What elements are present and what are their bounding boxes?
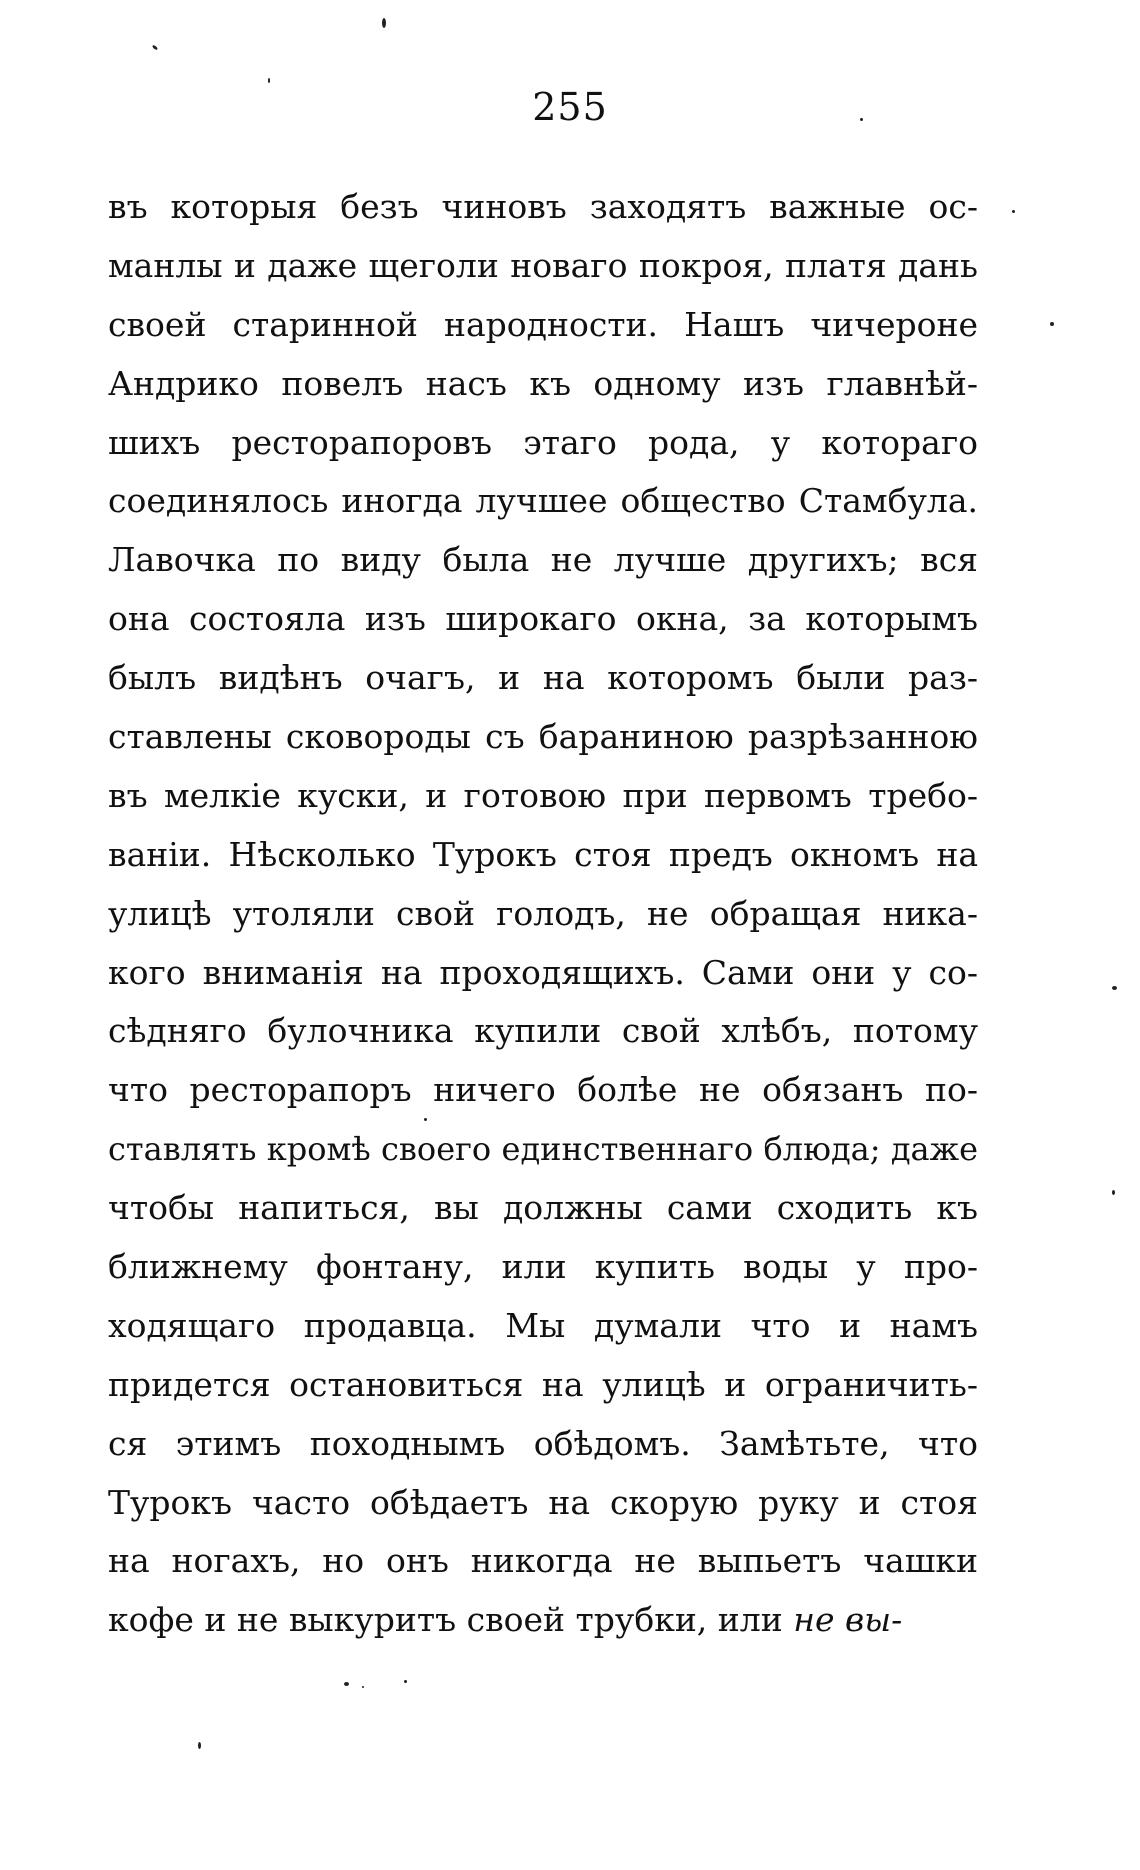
text-line: соединялось иногда лучшее общество Стамбула. (108, 481, 978, 521)
text-line: кого вниманія на проходящихъ. Сами они у со- (108, 952, 978, 992)
scan-speck (382, 18, 386, 28)
text-line: ходящаго продавца. Мы думали что и намъ (108, 1305, 978, 1345)
body-text (108, 178, 978, 1650)
text-line: ставлять кромѣ своего единственнаго блюда; даже (108, 1130, 978, 1169)
text-line: что ресторапоръ ничего болѣе не обязанъ по- (108, 1070, 978, 1110)
text-line: на ногахъ, но онъ никогда не выпьетъ чашки (108, 1541, 978, 1581)
scan-speck (344, 1682, 349, 1686)
scan-speck (404, 1680, 407, 1683)
text-line: ближнему фонтану, или купить воды у про- (108, 1247, 978, 1287)
scan-speck (1050, 322, 1054, 326)
text-line: улицѣ утоляли свой голодъ, не обращая ника- (108, 893, 978, 933)
last-line-text: кофе и не выкуритъ своей трубки, или (108, 1600, 783, 1640)
text-line: въ которыя безъ чиновъ заходятъ важные ос- (108, 187, 978, 226)
text-line: придется остановиться на улицѣ и ограничить- (108, 1364, 978, 1404)
text-line: чтобы напиться, вы должны сами сходить къ (108, 1188, 978, 1228)
text-line: ваніи. Нѣсколько Турокъ стоя предъ окномъ на (108, 834, 978, 874)
text-line: Андрико повелъ насъ къ одному изъ главнѣй- (108, 363, 978, 403)
scan-speck (198, 1742, 201, 1749)
scan-speck (1012, 210, 1015, 213)
scan-speck (362, 1686, 364, 1688)
page-number: 255 (532, 85, 608, 129)
text-line-last (108, 1591, 978, 1650)
italic-word-fragment: не вы- (793, 1600, 903, 1640)
text-line: шихъ ресторапоровъ этаго рода, у котораго (108, 422, 978, 462)
text-line: она состояла изъ широкаго окна, за которымъ (108, 599, 978, 639)
scan-speck (268, 78, 270, 83)
scan-speck (1112, 1190, 1115, 1195)
scan-speck (424, 1118, 427, 1121)
text-line: сѣдняго булочника купили свой хлѣбъ, потому (108, 1011, 978, 1051)
text-line: ставлены сковороды съ бараниною разрѣзанною (108, 717, 978, 757)
text-line: въ мелкіе куски, и готовою при первомъ требо- (108, 775, 978, 815)
text-line: своей старинной народности. Нашъ чичероне (108, 304, 978, 344)
text-line: Лавочка по виду была не лучше другихъ; вся (108, 540, 978, 580)
scan-speck (152, 44, 159, 50)
scan-speck (1112, 986, 1117, 990)
text-line: манлы и даже щеголи новаго покроя, платя дань (108, 245, 978, 285)
text-line: Турокъ часто обѣдаетъ на скорую руку и стоя (108, 1482, 978, 1522)
text-line: ся этимъ походнымъ обѣдомъ. Замѣтьте, что (108, 1423, 978, 1463)
scan-speck (860, 118, 863, 121)
text-line: былъ видѣнъ очагъ, и на которомъ были раз- (108, 658, 978, 698)
